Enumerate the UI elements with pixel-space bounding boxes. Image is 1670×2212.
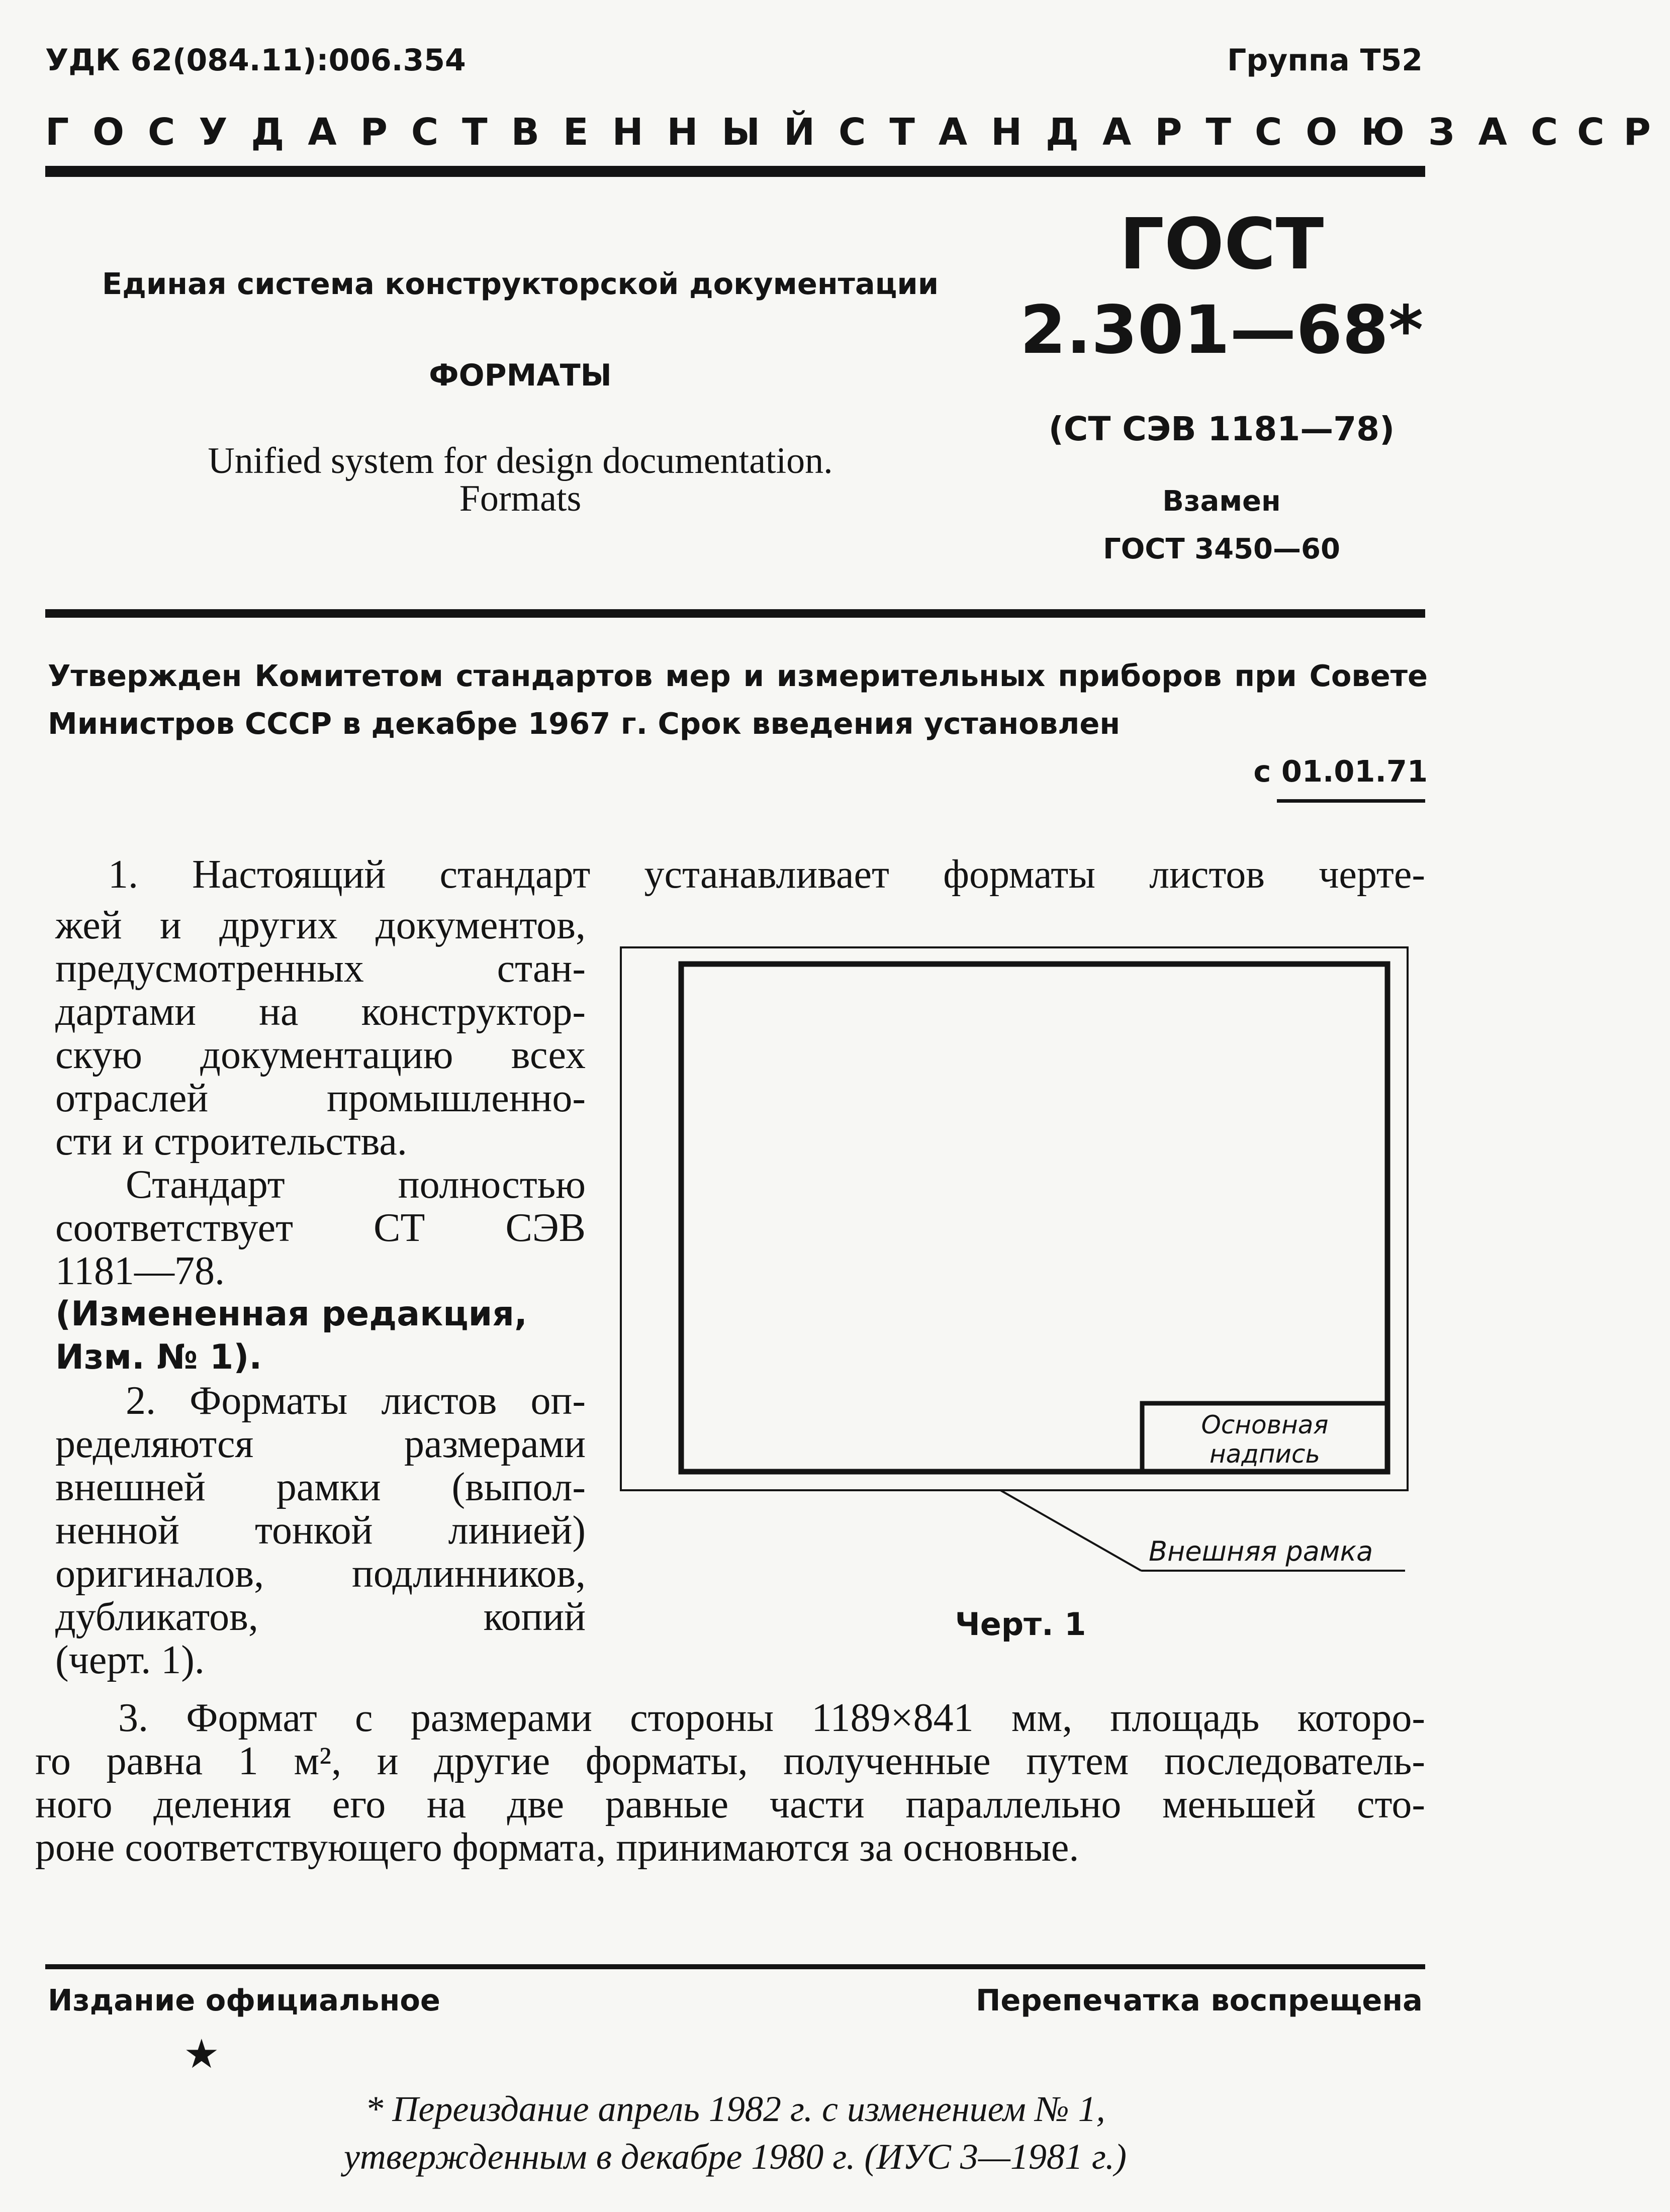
p2-line-5: оригиналов, подлинников, [55,1552,586,1596]
p3-line-1: 3. Формат с размерами стороны 1189×841 мм, площадь которо- [118,1696,1425,1740]
system-name: Единая система конструкторской документации [102,266,939,301]
left-line-4: скую документацию всех [55,1033,586,1077]
p3-line-2: го равна 1 м², и другие форматы, полученные путем последователь- [35,1739,1425,1783]
left-column [55,904,586,1682]
title-block-label-line1: Основная [1201,1410,1329,1439]
reissue-line-2: утвержденным в декабре 1980 г. (ИУС 3—1981 г.) [343,2137,1127,2177]
left-line-8: соответствует СТ СЭВ [55,1206,586,1250]
left-line-1: жей и других документов, [55,903,586,947]
replaces-label: Взамен [1162,485,1281,518]
state-standard-heading [45,111,1670,156]
left-line-5: отраслей промышленно- [55,1076,586,1120]
title-en-line1: Unified system for design documentation. [208,440,833,482]
gost-label: ГОСТ [1119,204,1324,285]
title-en-line2: Formats [459,478,582,519]
heading-word-3: СОЮЗА [1254,111,1531,154]
p3-line-3: ного деления его на две равные части параллельно меньшей сто- [35,1782,1425,1826]
amendment-line-1: (Измененная редакция, [55,1294,527,1334]
outer-frame-label: Внешняя рамка [1149,1535,1373,1567]
p2-line-1: 2. Форматы листов оп- [126,1379,586,1423]
p2-line-6: дубликатов, копий [55,1595,586,1639]
reissue-line-1: * Переиздание апрель 1982 г. с изменением № 1, [365,2089,1105,2129]
drawing-caption: Черт. 1 [955,1606,1086,1643]
star-mark: ★ [183,2031,220,2077]
title-block-label-line2: надпись [1209,1439,1321,1469]
p3-line-4: роне соответствующего формата, принимаются за основные. [35,1825,1079,1870]
left-line-7: Стандарт полностью [126,1163,586,1207]
gost-number: 2.301—68* [1019,292,1424,369]
p1-first-line: 1. Настоящий стандарт устанавливает форматы листов черте- [108,852,1425,897]
left-line-2: предусмотренных стан- [55,946,586,991]
group-code: Группа Т52 [1227,43,1423,78]
inner-frame [681,964,1387,1472]
p2-line-7: (черт. 1). [55,1638,205,1682]
heading-word-4: ССР [1530,111,1670,154]
left-line-6: сти и строительства. [55,1119,407,1164]
official-edition: Издание официальное [48,1983,440,2017]
footer-rule [45,1964,1425,1969]
st-sev-reference: (СТ СЭВ 1181—78) [1048,410,1395,448]
outer-frame [621,947,1408,1490]
heading-word-2: СТАНДАРТ [839,111,1255,154]
p2-line-4: ненной тонкой линией) [55,1508,586,1553]
approval-line-2: Министров СССР в декабре 1967 г. Срок введения установлен [48,706,1121,741]
left-line-9: 1181—78. [55,1249,225,1293]
paragraph-3 [35,1696,1425,1869]
heading-word-1: ГОСУДАРСТВЕННЫЙ [45,111,839,154]
replaces-gost: ГОСТ 3450—60 [1103,533,1340,565]
title-block-rule [45,609,1425,618]
left-line-3: дартами на конструктор- [55,990,586,1034]
top-rule [45,166,1425,177]
p2-line-2: ределяются размерами [55,1422,586,1466]
leader-line [1000,1490,1141,1571]
effective-date: с 01.01.71 [1253,754,1428,789]
effective-date-underline [1277,799,1425,803]
reprint-prohibited: Перепечатка воспрещена [975,1983,1423,2017]
drawing-1 [618,945,1418,1598]
udk-code: УДК 62(084.11):006.354 [45,43,466,78]
title-ru: ФОРМАТЫ [429,358,612,393]
amendment-line-2: Изм. № 1). [55,1337,262,1377]
approval-text [48,658,1428,802]
p2-line-3: внешней рамки (выпол- [55,1465,586,1509]
approval-line-1: Утвержден Комитетом стандартов мер и измерительных приборов при Совете [48,658,1428,693]
